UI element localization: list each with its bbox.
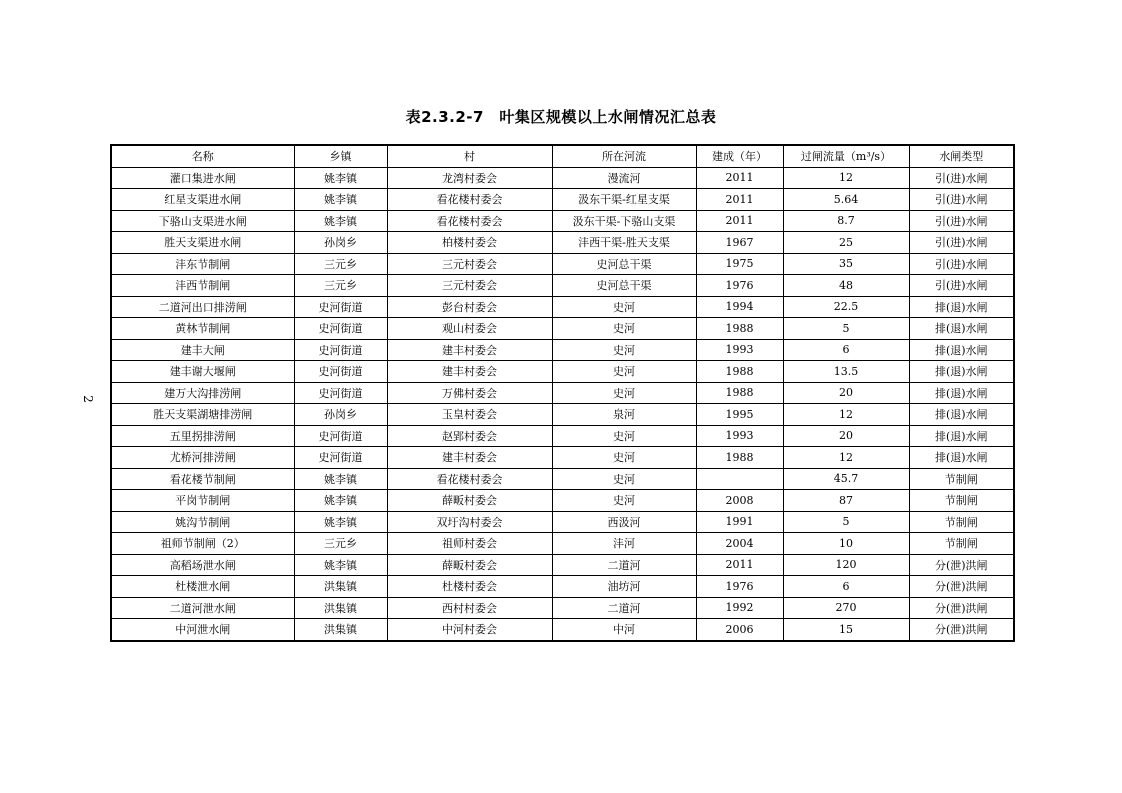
cell-sluice-type: 引(进)水闸	[909, 189, 1014, 211]
cell-river: 泉河	[552, 404, 696, 426]
cell-river: 二道河	[552, 597, 696, 619]
cell-flow: 5	[783, 511, 909, 533]
cell-year-built: 2004	[696, 533, 783, 555]
cell-sluice-type: 排(退)水闸	[909, 361, 1014, 383]
cell-year-built: 2008	[696, 490, 783, 512]
table-row	[111, 554, 1014, 576]
cell-village: 建丰村委会	[387, 339, 552, 361]
cell-town: 史河街道	[294, 318, 387, 340]
cell-name: 尤桥河排涝闸	[111, 447, 294, 469]
cell-town: 孙岗乡	[294, 404, 387, 426]
header-year-built: 建成（年）	[696, 145, 783, 167]
cell-year-built: 1993	[696, 425, 783, 447]
cell-village: 中河村委会	[387, 619, 552, 641]
cell-sluice-type: 排(退)水闸	[909, 447, 1014, 469]
cell-village: 万佛村委会	[387, 382, 552, 404]
cell-name: 沣西节制闸	[111, 275, 294, 297]
cell-river: 史河	[552, 382, 696, 404]
table-row	[111, 511, 1014, 533]
cell-flow: 12	[783, 404, 909, 426]
cell-year-built: 1991	[696, 511, 783, 533]
cell-year-built: 1967	[696, 232, 783, 254]
cell-year-built: 1975	[696, 253, 783, 275]
cell-year-built: 2011	[696, 189, 783, 211]
table-row	[111, 339, 1014, 361]
table-header-row	[111, 145, 1014, 167]
cell-river: 汲东干渠-红星支渠	[552, 189, 696, 211]
cell-sluice-type: 节制闸	[909, 490, 1014, 512]
table-row	[111, 253, 1014, 275]
cell-town: 史河街道	[294, 382, 387, 404]
cell-year-built: 1994	[696, 296, 783, 318]
cell-year-built: 1988	[696, 447, 783, 469]
cell-name: 五里拐排涝闸	[111, 425, 294, 447]
cell-village: 薛畈村委会	[387, 490, 552, 512]
cell-river: 沣河	[552, 533, 696, 555]
cell-town: 史河街道	[294, 425, 387, 447]
cell-flow: 48	[783, 275, 909, 297]
cell-sluice-type: 分(泄)洪闸	[909, 576, 1014, 598]
cell-sluice-type: 排(退)水闸	[909, 318, 1014, 340]
cell-town: 姚李镇	[294, 490, 387, 512]
cell-town: 洪集镇	[294, 576, 387, 598]
table-title: 表2.3.2-7 叶集区规模以上水闸情况汇总表	[405, 108, 717, 126]
cell-river: 史河总干渠	[552, 275, 696, 297]
cell-flow: 6	[783, 339, 909, 361]
cell-name: 黄林节制闸	[111, 318, 294, 340]
cell-flow: 20	[783, 425, 909, 447]
cell-flow: 12	[783, 447, 909, 469]
cell-village: 杜楼村委会	[387, 576, 552, 598]
cell-town: 姚李镇	[294, 511, 387, 533]
table-body	[111, 167, 1014, 641]
cell-village: 赵郢村委会	[387, 425, 552, 447]
cell-river: 史河	[552, 296, 696, 318]
header-town: 乡镇	[294, 145, 387, 167]
cell-flow: 8.7	[783, 210, 909, 232]
cell-town: 史河街道	[294, 447, 387, 469]
table-row	[111, 210, 1014, 232]
cell-village: 祖师村委会	[387, 533, 552, 555]
cell-sluice-type: 节制闸	[909, 511, 1014, 533]
cell-town: 姚李镇	[294, 210, 387, 232]
cell-year-built: 1988	[696, 382, 783, 404]
cell-sluice-type: 排(退)水闸	[909, 339, 1014, 361]
cell-year-built	[696, 468, 783, 490]
cell-river: 史河	[552, 339, 696, 361]
cell-year-built: 1992	[696, 597, 783, 619]
cell-river: 史河	[552, 318, 696, 340]
cell-town: 洪集镇	[294, 597, 387, 619]
cell-name: 建丰大闸	[111, 339, 294, 361]
cell-river: 史河	[552, 425, 696, 447]
cell-sluice-type: 分(泄)洪闸	[909, 597, 1014, 619]
cell-town: 史河街道	[294, 361, 387, 383]
cell-town: 洪集镇	[294, 619, 387, 641]
cell-town: 三元乡	[294, 253, 387, 275]
cell-town: 姚李镇	[294, 167, 387, 189]
cell-village: 看花楼村委会	[387, 468, 552, 490]
header-sluice-type: 水闸类型	[909, 145, 1014, 167]
cell-sluice-type: 排(退)水闸	[909, 296, 1014, 318]
cell-sluice-type: 排(退)水闸	[909, 425, 1014, 447]
cell-river: 漫流河	[552, 167, 696, 189]
cell-name: 沣东节制闸	[111, 253, 294, 275]
header-river: 所在河流	[552, 145, 696, 167]
cell-town: 姚李镇	[294, 468, 387, 490]
cell-name: 杜楼泄水闸	[111, 576, 294, 598]
cell-name: 祖师节制闸（2）	[111, 533, 294, 555]
table-row	[111, 296, 1014, 318]
cell-year-built: 1976	[696, 275, 783, 297]
cell-town: 史河街道	[294, 339, 387, 361]
cell-village: 建丰村委会	[387, 361, 552, 383]
cell-name: 红星支渠进水闸	[111, 189, 294, 211]
cell-flow: 15	[783, 619, 909, 641]
cell-flow: 87	[783, 490, 909, 512]
table-row	[111, 275, 1014, 297]
cell-sluice-type: 引(进)水闸	[909, 253, 1014, 275]
table-row	[111, 619, 1014, 641]
cell-year-built: 2011	[696, 554, 783, 576]
cell-river: 二道河	[552, 554, 696, 576]
table-row	[111, 404, 1014, 426]
cell-village: 龙湾村委会	[387, 167, 552, 189]
cell-year-built: 1993	[696, 339, 783, 361]
cell-river: 史河	[552, 468, 696, 490]
cell-name: 二道河泄水闸	[111, 597, 294, 619]
table-row	[111, 468, 1014, 490]
cell-sluice-type: 分(泄)洪闸	[909, 619, 1014, 641]
sluice-summary-table	[110, 144, 1015, 642]
table-row	[111, 597, 1014, 619]
cell-river: 汲东干渠-下骆山支渠	[552, 210, 696, 232]
page-number: 2	[80, 395, 95, 403]
cell-sluice-type: 引(进)水闸	[909, 275, 1014, 297]
cell-name: 中河泄水闸	[111, 619, 294, 641]
cell-flow: 20	[783, 382, 909, 404]
cell-name: 建丰谢大堰闸	[111, 361, 294, 383]
cell-flow: 13.5	[783, 361, 909, 383]
cell-name: 看花楼节制闸	[111, 468, 294, 490]
cell-town: 史河街道	[294, 296, 387, 318]
cell-village: 薛畈村委会	[387, 554, 552, 576]
table-row	[111, 576, 1014, 598]
cell-name: 平岗节制闸	[111, 490, 294, 512]
cell-name: 胜天支渠湖塘排涝闸	[111, 404, 294, 426]
cell-flow: 35	[783, 253, 909, 275]
cell-flow: 120	[783, 554, 909, 576]
cell-flow: 270	[783, 597, 909, 619]
cell-river: 油坊河	[552, 576, 696, 598]
cell-year-built: 1988	[696, 361, 783, 383]
cell-flow: 25	[783, 232, 909, 254]
cell-village: 看花楼村委会	[387, 189, 552, 211]
table-row	[111, 361, 1014, 383]
cell-town: 三元乡	[294, 533, 387, 555]
cell-name: 高稻场泄水闸	[111, 554, 294, 576]
cell-village: 彭台村委会	[387, 296, 552, 318]
cell-sluice-type: 引(进)水闸	[909, 210, 1014, 232]
table-row	[111, 232, 1014, 254]
cell-name: 建万大沟排涝闸	[111, 382, 294, 404]
cell-flow: 5.64	[783, 189, 909, 211]
cell-flow: 12	[783, 167, 909, 189]
cell-name: 下骆山支渠进水闸	[111, 210, 294, 232]
cell-river: 史河	[552, 490, 696, 512]
table-row	[111, 382, 1014, 404]
table-row	[111, 318, 1014, 340]
cell-river: 沣西干渠-胜天支渠	[552, 232, 696, 254]
cell-village: 建丰村委会	[387, 447, 552, 469]
table-row	[111, 425, 1014, 447]
cell-river: 西汲河	[552, 511, 696, 533]
cell-village: 看花楼村委会	[387, 210, 552, 232]
table-row	[111, 447, 1014, 469]
cell-year-built: 1995	[696, 404, 783, 426]
cell-flow: 5	[783, 318, 909, 340]
cell-year-built: 2006	[696, 619, 783, 641]
header-village: 村	[387, 145, 552, 167]
cell-river: 史河总干渠	[552, 253, 696, 275]
cell-river: 史河	[552, 447, 696, 469]
cell-sluice-type: 节制闸	[909, 533, 1014, 555]
table-row	[111, 533, 1014, 555]
header-name: 名称	[111, 145, 294, 167]
cell-flow: 10	[783, 533, 909, 555]
header-flow: 过闸流量（m³/s）	[783, 145, 909, 167]
cell-name: 姚沟节制闸	[111, 511, 294, 533]
cell-village: 玉皇村委会	[387, 404, 552, 426]
cell-name: 胜天支渠进水闸	[111, 232, 294, 254]
cell-village: 双圩沟村委会	[387, 511, 552, 533]
cell-village: 三元村委会	[387, 275, 552, 297]
cell-town: 孙岗乡	[294, 232, 387, 254]
cell-sluice-type: 引(进)水闸	[909, 232, 1014, 254]
cell-village: 西村村委会	[387, 597, 552, 619]
cell-flow: 45.7	[783, 468, 909, 490]
cell-name: 灌口集进水闸	[111, 167, 294, 189]
table-row	[111, 167, 1014, 189]
cell-river: 史河	[552, 361, 696, 383]
cell-town: 三元乡	[294, 275, 387, 297]
cell-name: 二道河出口排涝闸	[111, 296, 294, 318]
cell-sluice-type: 引(进)水闸	[909, 167, 1014, 189]
cell-year-built: 1988	[696, 318, 783, 340]
cell-sluice-type: 分(泄)洪闸	[909, 554, 1014, 576]
cell-flow: 6	[783, 576, 909, 598]
cell-year-built: 2011	[696, 167, 783, 189]
cell-sluice-type: 排(退)水闸	[909, 404, 1014, 426]
cell-river: 中河	[552, 619, 696, 641]
cell-year-built: 1976	[696, 576, 783, 598]
cell-sluice-type: 节制闸	[909, 468, 1014, 490]
cell-village: 观山村委会	[387, 318, 552, 340]
cell-town: 姚李镇	[294, 554, 387, 576]
cell-village: 三元村委会	[387, 253, 552, 275]
cell-town: 姚李镇	[294, 189, 387, 211]
cell-year-built: 2011	[696, 210, 783, 232]
cell-village: 柏楼村委会	[387, 232, 552, 254]
table-row	[111, 189, 1014, 211]
table-row	[111, 490, 1014, 512]
cell-sluice-type: 排(退)水闸	[909, 382, 1014, 404]
cell-flow: 22.5	[783, 296, 909, 318]
